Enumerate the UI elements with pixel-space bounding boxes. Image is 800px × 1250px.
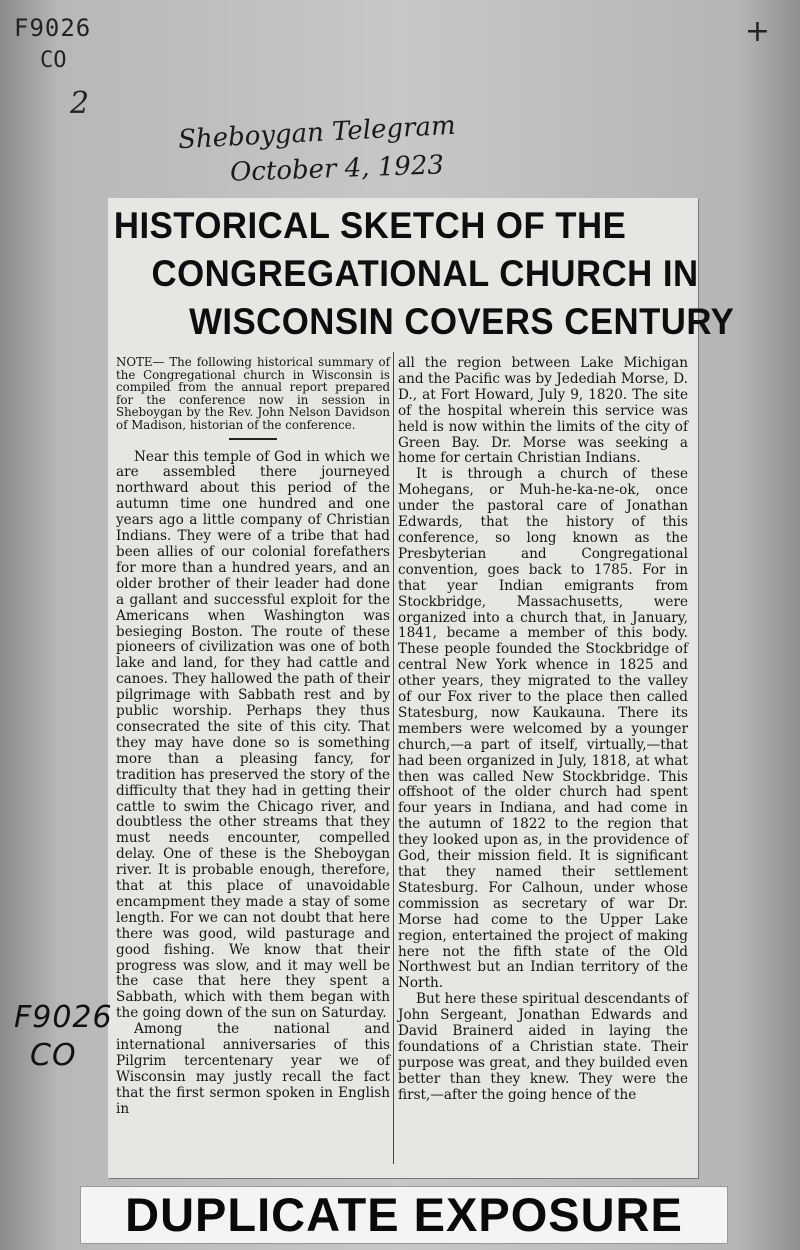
article-column-left (116, 356, 390, 1118)
archive-code-side: F9026 (14, 1000, 113, 1035)
article-paragraph: Near this temple of God in which we are assembled there journeyed northward about this period of the autumn time one hundred and one years ago a little company of Christian Indians. They were of a tribe that had been allies of our colonial forefathers for more than a hundred years, and an older brother of their leader had done a gallant and successful exploit for the Americans when Washington was besieging Boston. The route of these pioneers of civilization was one of both lake and land, for they had cattle and canoes. They hallowed the path of their pilgrimage with Sabbath rest and by public worship. Perhaps they thus consecrated the site of this city. That they may have done so is something more than a pleasing fancy, for tradition has preserved the story of the difficulty that they had in getting their cattle to swim the Chicago river, and doubtless the other streams that they must needs encounter, compelled delay. One of these is the Sheboygan river. It is probable enough, therefore, that at this place of unavoidable encampment they made a stay of some length. For we can not doubt that here there was good, wild pasturage and good fishing. We know that their progress was slow, and it may well be the case that here they spent a Sabbath, which with them began with the going down of the sun on Saturday. (116, 448, 390, 1022)
article-column-right (398, 356, 688, 1104)
archive-page-number: 2 (70, 86, 90, 121)
headline-line-1: HISTORICAL SKETCH OF THE (113, 205, 627, 246)
archive-sub-side: CO (30, 1038, 77, 1073)
editor-note: NOTE— The following historical summary of the Congregational church in Wisconsin is compiled from the annual report prepared for the conference now in session in Sheboygan by the Rev. John Nelson Davidson of Madison, historian of the conference. (116, 355, 390, 432)
article-paragraph: Among the national and international anniversaries of this Pilgrim tercentenary year we of Wisconsin may justly recall the fact that the first sermon spoken in English in (116, 1021, 390, 1117)
duplicate-exposure-banner: DUPLICATE EXPOSURE (80, 1186, 728, 1244)
handwritten-newspaper-name: Sheboygan Telegram (177, 110, 457, 156)
article-headline (112, 202, 735, 346)
archive-code-top: F9026 (14, 14, 92, 42)
corner-plus-mark: + (744, 14, 770, 49)
headline-line-3: WISCONSIN COVERS CENTURY (189, 301, 735, 342)
headline-line-2: CONGREGATIONAL CHURCH IN (151, 253, 699, 294)
article-paragraph: But here these spiritual descendants of John Sergeant, Jonathan Edwards and David Brainerd aided in laying the foundations of a Christian state. Their purpose was great, and they builded even better than they knew. They were the first,—after the going hence of the (398, 991, 688, 1103)
article-paragraph: all the region between Lake Michigan and the Pacific was by Jedediah Morse, D. D., at Fort Howard, July 9, 1820. The site of the hospital wherein this service was held is now within the limits of the city of Green Bay. Dr. Morse was seeking a home for certain Christian Indians. (398, 355, 688, 467)
column-divider (393, 352, 394, 1164)
archive-sub-top: CO (40, 48, 67, 73)
handwritten-date: October 4, 1923 (229, 150, 445, 188)
note-divider (229, 438, 277, 440)
article-paragraph: It is through a church of these Mohegans, or Muh-he-ka-ne-ok, once under the pastoral care of Jonathan Edwards, that the history of this conference, so long known as the Presbyterian and Congregational convention, goes back to 1785. For in that year Indian emigrants from Stockbridge, Massachusetts, were organized into a church that, in January, 1841, became a member of this body. These people founded the Stockbridge of central New York whence in 1825 and other years, they migrated to the valley of our Fox river to the place then called Statesburg, now Kaukauna. There its members were welcomed by a younger church,—a part of itself, virtually,—that had been organized in July, 1818, at what then was called New Stockbridge. This offshoot of the older church had spent four years in Indiana, and had come in the autumn of 1822 to the region that they looked upon as, in the providence of God, their mission field. It is significant that they named their settlement Statesburg. For Calhoun, under whose commission as secretary of war Dr. Morse had come to the Upper Lake region, entertained the project of making here not the fifth state of the Old Northwest but an Indian territory of the North. (398, 466, 688, 992)
